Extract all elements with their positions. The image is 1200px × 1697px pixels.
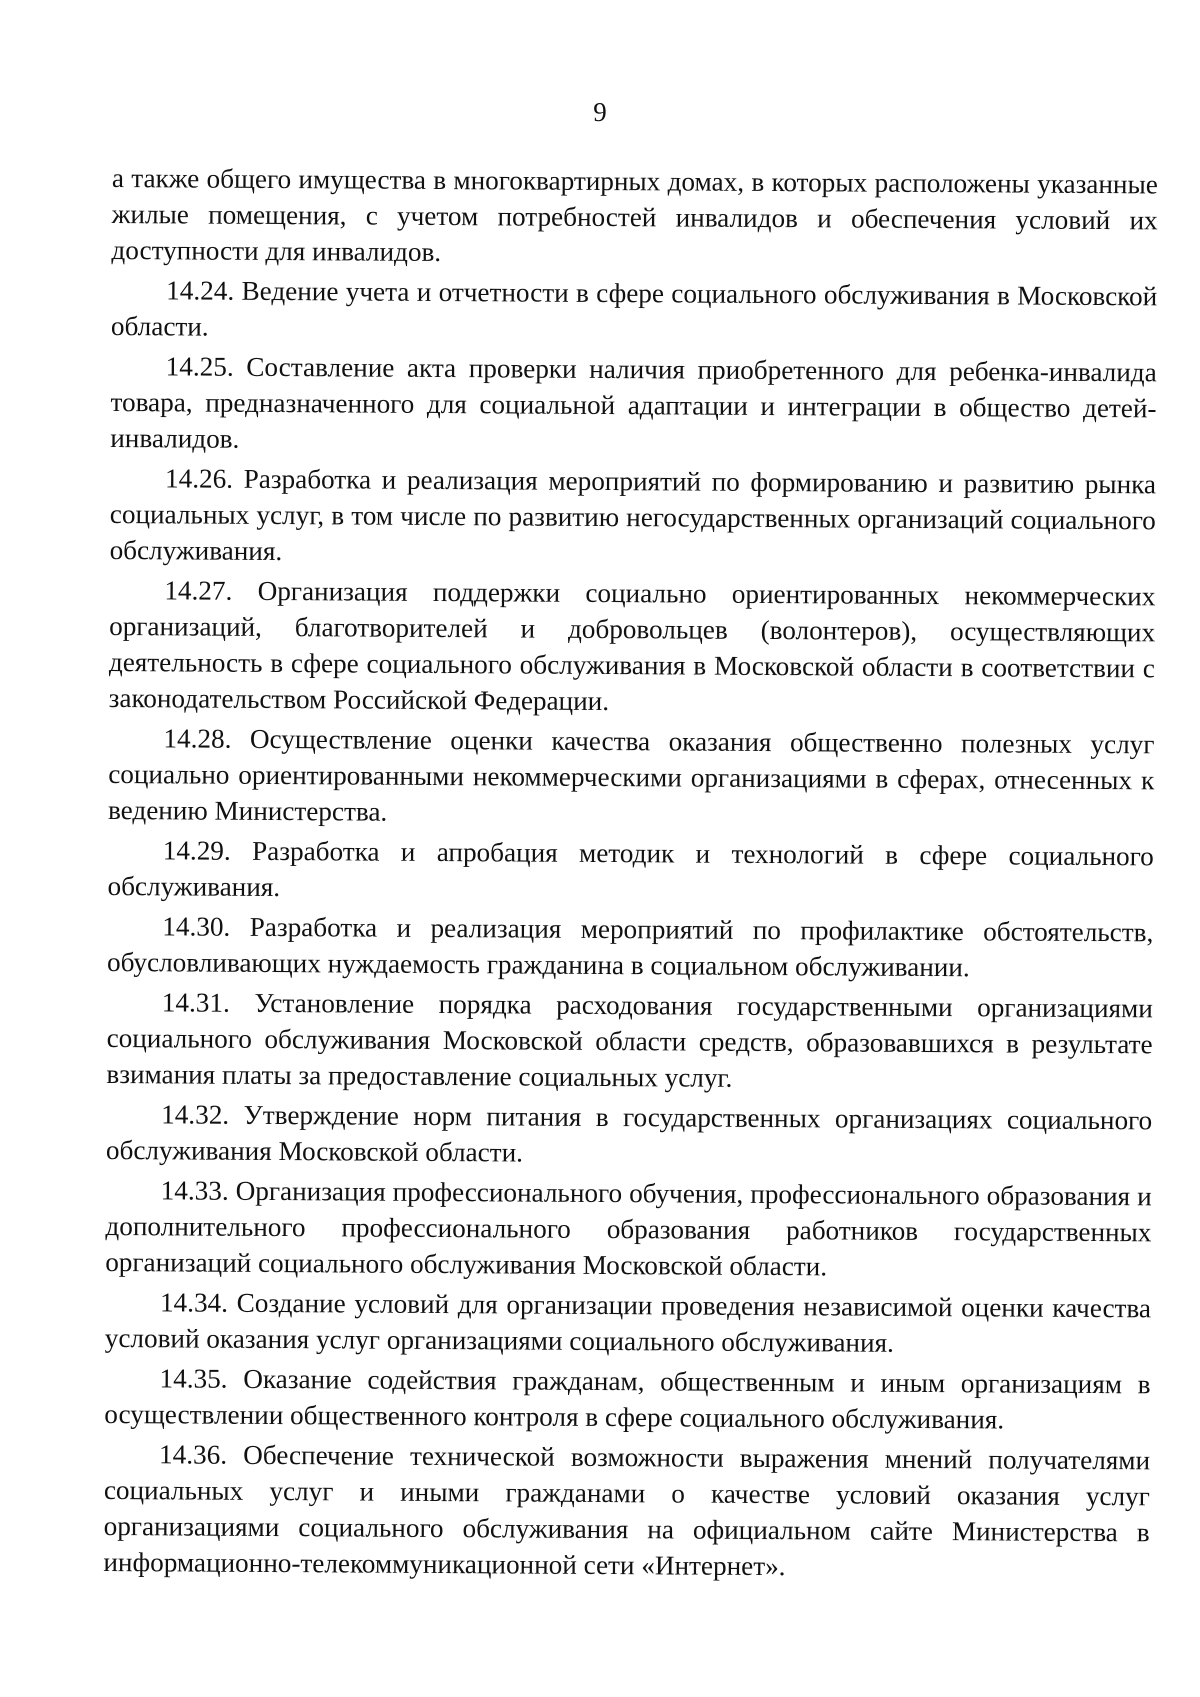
- list-item-14-35: [104, 1360, 1150, 1438]
- list-item-14-26: [110, 460, 1157, 574]
- item-number: 14.25.: [165, 351, 234, 382]
- continuation-paragraph: а также общего имущества в многоквартирных домах, в которых расположены указанные жилые помещения, с учетом потребностей инвалидов и обеспечения условий их доступности для инвалидов.: [111, 162, 1158, 268]
- item-text: Составление акта проверки наличия приобретенного для ребенка-инвалида товара, предназначенного для социальной адаптации и интеграции в общество детей-инвалидов.: [110, 351, 1157, 454]
- item-text: Организация профессионального обучения, профессионального образования и дополнительного профессионального образования работников государственных организаций социального обслуживания Московской области.: [105, 1175, 1152, 1282]
- item-text: Разработка и апробация методик и технологий в сфере социального обслуживания.: [107, 835, 1154, 903]
- item-number: 14.27.: [164, 575, 233, 606]
- list-item-14-25: [110, 348, 1157, 462]
- item-number: 14.32.: [161, 1099, 230, 1130]
- item-number: 14.33.: [160, 1175, 229, 1206]
- list-item-14-24: [111, 272, 1157, 350]
- item-text: Установление порядка расходования государственными организациями социального обслуживания Московской области средств, образовавшихся в результате взимания платы за предоставление социальных услуг.: [106, 987, 1153, 1093]
- list-item-14-32: [106, 1096, 1152, 1174]
- document-body: [103, 160, 1158, 1590]
- list-item-14-34: [105, 1284, 1151, 1362]
- item-number: 14.36.: [159, 1439, 228, 1470]
- item-number: 14.24.: [166, 275, 235, 306]
- list-item-14-30: [107, 908, 1153, 986]
- list-item-14-36: [103, 1436, 1150, 1586]
- page-number: 9: [593, 97, 607, 127]
- item-text: Утверждение норм питания в государственных организациях социального обслуживания Московской области.: [105, 1099, 1153, 1168]
- list-item-14-31: [106, 984, 1153, 1098]
- item-text: Осуществление оценки качества оказания общественно полезных услуг социально ориентированными некоммерческими организациями в сферах, отнесенных к ведению Министерства.: [107, 723, 1155, 827]
- item-text: Ведение учета и отчетности в сфере социального обслуживания в Московской области.: [110, 275, 1158, 342]
- list-item-14-29: [107, 832, 1153, 910]
- item-text: Организация поддержки социально ориентированных некоммерческих организаций, благотворителей и добровольцев (волонтеров), осуществляющих деятельность в сфере социального обслуживания в Московской области в соответствии с законодательством Российской Федерации.: [108, 575, 1156, 717]
- item-text: Разработка и реализация мероприятий по формированию и развитию рынка социальных услуг, в том числе по развитию негосударственных организаций социального обслуживания.: [109, 463, 1157, 567]
- item-text: Создание условий для организации проведения независимой оценки качества условий оказания услуг организациями социального обслуживания.: [104, 1287, 1152, 1358]
- item-number: 14.29.: [162, 835, 231, 866]
- item-text: Разработка и реализация мероприятий по профилактике обстоятельств, обусловливающих нуждаемость гражданина в социальном обслуживании.: [107, 911, 1154, 983]
- item-number: 14.28.: [163, 723, 232, 754]
- item-number: 14.30.: [162, 911, 231, 942]
- list-item-14-33: [105, 1172, 1152, 1286]
- item-text: Обеспечение технической возможности выражения мнений получателями социальных услуг и иными гражданами о качестве условий оказания услуг организациями социального обслуживания на официальном сайте Министерства в информационно-телекоммуникационной сети «Интернет».: [103, 1439, 1151, 1582]
- list-item-14-28: [108, 720, 1155, 834]
- item-number: 14.35.: [159, 1363, 228, 1394]
- list-item-14-27: [109, 572, 1156, 722]
- item-number: 14.34.: [159, 1287, 229, 1318]
- item-number: 14.26.: [164, 463, 234, 494]
- item-number: 14.31.: [161, 987, 230, 1018]
- item-text: Оказание содействия гражданам, общественным и иным организациям в осуществлении общественного контроля в сфере социального обслуживания.: [104, 1363, 1151, 1435]
